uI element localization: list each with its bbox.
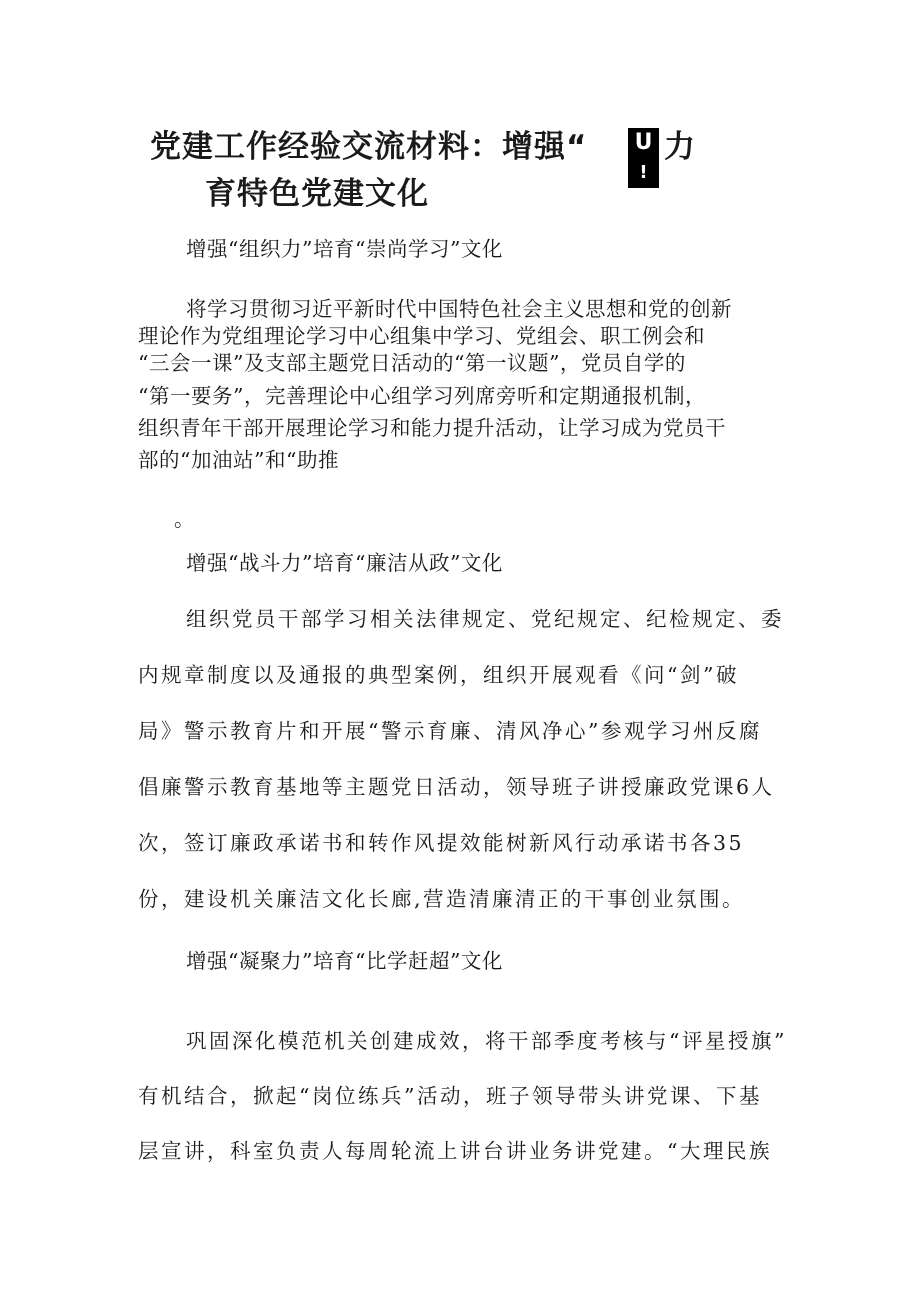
paragraph-line: 理论作为党组理论学习中心组集中学习、党组会、职工例会和 [138, 324, 705, 348]
title-line-2: 育特色党建文化 [205, 176, 429, 212]
paragraph-line: 组织党员干部学习相关法律规定、党纪规定、纪检规定、委 [186, 607, 784, 631]
paragraph-line: 倡廉警示教育基地等主题党日活动，领导班子讲授廉政党课6人 [138, 775, 775, 799]
paragraph-line: 巩固深化模范机关创建成效，将干部季度考核与“评星授旗” [186, 1029, 787, 1053]
paragraph-line: 层宣讲，科室负责人每周轮流上讲台讲业务讲党建。“大理民族 [138, 1139, 772, 1163]
paragraph-line: 部的“加油站”和“助推 [138, 448, 339, 472]
paragraph-line: “第一要务”，完善理论中心组学习列席旁听和定期通报机制， [138, 384, 706, 408]
mark-bottom-char: ! [639, 162, 648, 183]
paragraph-line: 内规章制度以及通报的典型案例，组织开展观看《问“剑”破 [138, 663, 739, 687]
paragraph-line: 组织青年干部开展理论学习和能力提升活动，让学习成为党员干 [138, 416, 726, 440]
title-line-1: 党建工作经验交流材料：增强“ [150, 129, 588, 165]
mark-top-char: U [634, 130, 653, 155]
paragraph-line: 有机结合，掀起“岗位练兵”活动，班子领导带头讲党课、下基 [138, 1084, 762, 1108]
section-1-heading: 增强“组织力”培育“崇尚学习”文化 [186, 237, 503, 261]
redaction-mark [628, 128, 659, 188]
title-line-1-tail: 力 [664, 129, 696, 165]
paragraph-line: 份，建设机关廉洁文化长廊,营造清廉清正的干事创业氛围。 [138, 887, 746, 911]
paragraph-line: 。 [174, 507, 195, 531]
paragraph-line: 局》警示教育片和开展“警示育廉、清风净心”参观学习州反腐 [138, 719, 762, 743]
paragraph-line: “三会一课”及支部主题党日活动的“第一议题”，党员自学的 [138, 351, 686, 375]
paragraph-line: 次，签订廉政承诺书和转作风提效能树新风行动承诺书各35 [138, 831, 745, 855]
section-3-heading: 增强“凝聚力”培育“比学赶超”文化 [186, 949, 503, 973]
section-2-heading: 增强“战斗力”培育“廉洁从政”文化 [186, 551, 503, 575]
paragraph-line: 将学习贯彻习近平新时代中国特色社会主义思想和党的创新 [186, 297, 732, 321]
